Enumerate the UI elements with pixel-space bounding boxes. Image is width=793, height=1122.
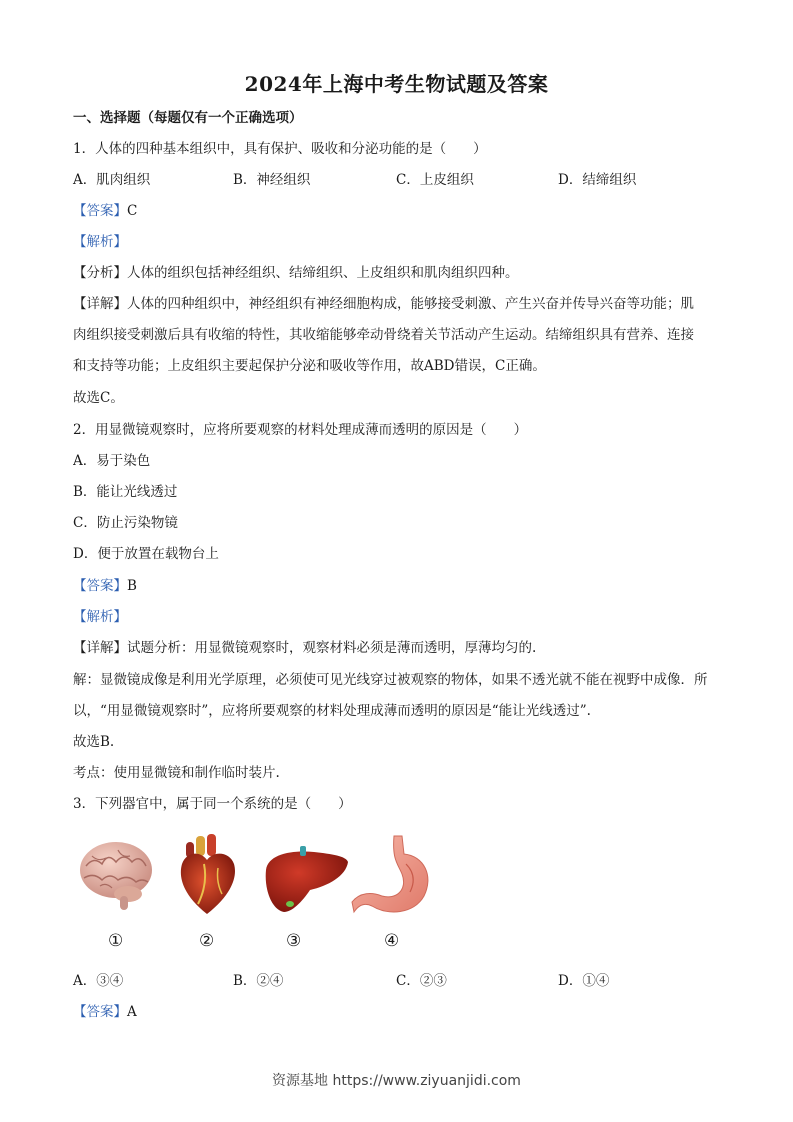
brain-icon: [78, 836, 156, 912]
fenxi-tag: 【分析】: [73, 265, 127, 281]
heart-icon: [174, 834, 240, 916]
q3-option-c: C．②③: [396, 973, 447, 989]
q1-analysis-tag: 【解析】: [73, 234, 127, 250]
q3-option-d: D．①④: [558, 973, 610, 989]
organ-label-4: ④: [384, 931, 400, 951]
q1-option-b: B．神经组织: [233, 172, 311, 188]
q2-conclusion: 故选B.: [73, 734, 115, 750]
q1-option-c: C．上皮组织: [396, 172, 474, 188]
q2-solution-line-1: 解：显微镜成像是利用光学原理，必须使可见光线穿过被观察的物体，如果不透光就不能在视野中成像．所: [73, 672, 708, 688]
q1-detail-line-1: [73, 294, 723, 314]
stomach-icon: [350, 834, 436, 918]
q2-solution-line-2: 以，“用显微镜观察时”，应将所要观察的材料处理成薄而透明的原因是“能让光线透过”.: [73, 703, 591, 719]
q3-answer: [73, 1002, 723, 1022]
q2-option-b: B．能让光线透过: [73, 484, 178, 500]
q2-kaodian: 考点：使用显微镜和制作临时装片.: [73, 765, 280, 781]
q3-option-b: B．②④: [233, 973, 284, 989]
q1-option-a: A．肌肉组织: [73, 172, 151, 188]
q2-stem: 2．用显微镜观察时，应将所要观察的材料处理成薄而透明的原因是（ ）: [73, 422, 528, 438]
q1-stem: 1．人体的四种基本组织中，具有保护、吸收和分泌功能的是（ ）: [73, 141, 487, 157]
q1-option-d: D．结缔组织: [558, 172, 637, 188]
q2-option-d: D．便于放置在载物台上: [73, 546, 219, 562]
q1-conclusion: 故选C。: [73, 390, 124, 406]
q2-option-c: C．防止污染物镜: [73, 515, 178, 531]
q3-option-a: A．③④: [73, 973, 124, 989]
q1-detail-line-2: 肉组织接受刺激后具有收缩的特性，其收缩能够牵动骨绕着关节活动产生运动。结缔组织具有营养、连接: [73, 327, 694, 343]
organ-label-1: ①: [108, 931, 124, 951]
q1-detail-line-3: 和支持等功能；上皮组织主要起保护分泌和吸收等作用，故ABD错误，C正确。: [73, 358, 546, 374]
q1-fenxi: [73, 263, 723, 283]
q2-analysis-tag: 【解析】: [73, 609, 127, 625]
fenxi-text: 人体的组织包括神经组织、结缔组织、上皮组织和肌肉组织四种。: [127, 265, 519, 281]
liver-icon: [262, 846, 350, 916]
detail-text: 试题分析：用显微镜观察时，观察材料必须是薄而透明，厚薄均匀的.: [127, 640, 537, 656]
q1-answer: [73, 201, 723, 221]
answer-tag: 【答案】: [73, 578, 127, 594]
q2-answer: [73, 576, 723, 596]
answer-value: C: [127, 203, 138, 219]
answer-tag: 【答案】: [73, 1004, 127, 1020]
q2-option-a: A．易于染色: [73, 453, 151, 469]
detail-tag: 【详解】: [73, 640, 127, 656]
section-heading: 一、选择题（每题仅有一个正确选项）: [73, 110, 303, 126]
page-title: 2024年上海中考生物试题及答案: [244, 72, 549, 96]
answer-value: B: [127, 578, 137, 594]
detail-text: 人体的四种组织中，神经组织有神经细胞构成，能够接受刺激、产生兴奋并传导兴奋等功能；肌: [127, 296, 694, 312]
answer-tag: 【答案】: [73, 203, 127, 219]
organ-label-2: ②: [199, 931, 215, 951]
q2-detail: [73, 638, 723, 658]
detail-tag: 【详解】: [73, 296, 127, 312]
q3-stem: 3．下列器官中，属于同一个系统的是（ ）: [73, 796, 352, 812]
answer-value: A: [127, 1004, 137, 1020]
footer-watermark: 资源基地 https://www.ziyuanjidi.com: [272, 1073, 521, 1089]
organ-label-3: ③: [286, 931, 302, 951]
